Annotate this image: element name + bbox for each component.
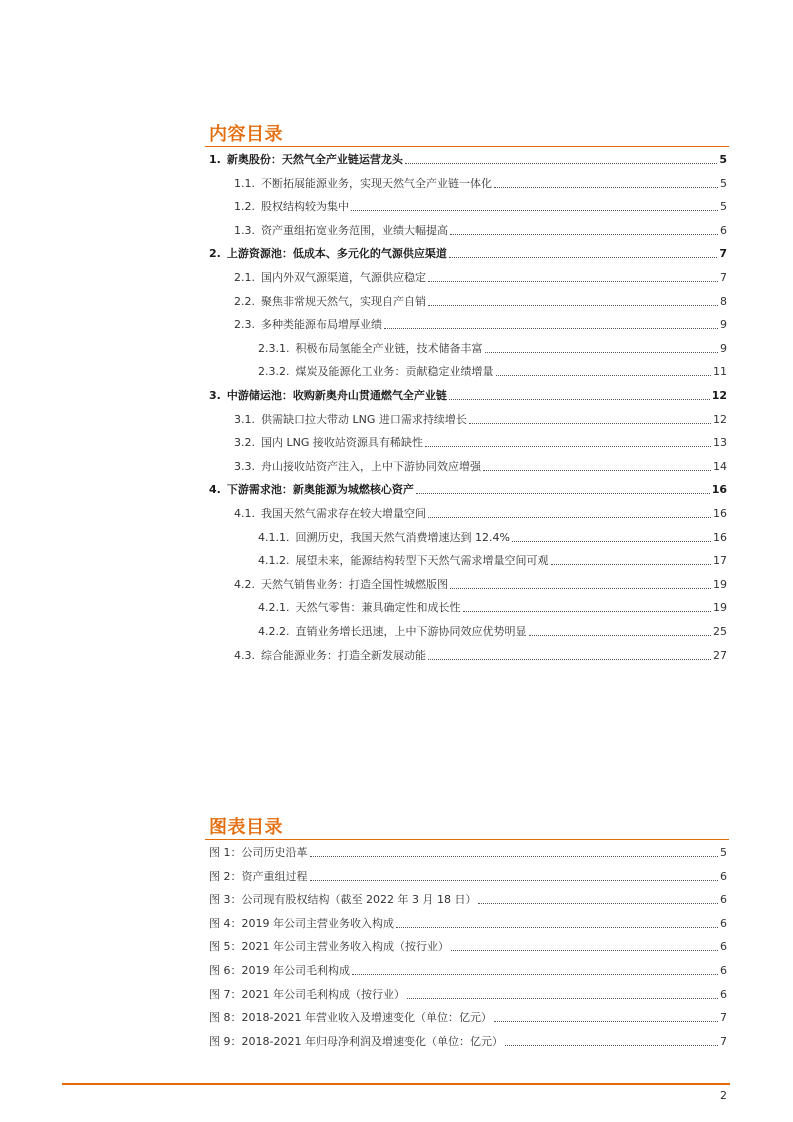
toc-entry-page: 5 xyxy=(720,200,727,214)
toc-entry-label: 供需缺口拉大带动 LNG 进口需求持续增长 xyxy=(261,412,467,426)
toc-entry-number: 4.3. xyxy=(234,648,255,662)
dot-leader xyxy=(496,375,712,376)
toc-entry-number: 4.2. xyxy=(234,577,255,591)
toc-entry-label: 国内 LNG 接收站资源具有稀缺性 xyxy=(261,436,423,450)
toc-entry-text xyxy=(258,365,494,379)
toc-entry-text xyxy=(234,224,448,238)
toc-entry-text xyxy=(234,200,349,214)
figure-entry-page: 6 xyxy=(720,893,727,907)
contents-title-rule xyxy=(205,146,729,147)
figure-entry-label: 图 7：2021 年公司毛利构成（按行业） xyxy=(209,987,405,1001)
dot-leader xyxy=(505,1045,718,1046)
figures-title: 图表目录 xyxy=(209,817,283,838)
dot-leader xyxy=(416,493,710,494)
figure-entry[interactable] xyxy=(209,960,727,978)
dot-leader xyxy=(425,446,711,447)
toc-entry-number: 3.2. xyxy=(234,436,255,450)
toc-entry-label: 新奥股份：天然气全产业链运营龙头 xyxy=(226,153,403,166)
toc-entry-page: 12 xyxy=(711,389,727,402)
toc-entry-page: 14 xyxy=(713,459,727,473)
toc-entry-label: 下游需求池：新奥能源为城燃核心资产 xyxy=(226,483,414,497)
toc-entry-text xyxy=(234,271,426,285)
toc-entry-number: 2.3.1. xyxy=(258,341,290,355)
toc-entry-level2[interactable] xyxy=(234,196,727,214)
figure-entry-page: 6 xyxy=(720,987,727,1001)
toc-entry-text xyxy=(258,531,510,545)
figure-entry[interactable] xyxy=(209,1007,727,1025)
toc-entry-text xyxy=(258,342,483,356)
figure-entry-label: 图 8：2018-2021 年营业收入及增速变化（单位：亿元） xyxy=(209,1011,492,1025)
dot-leader xyxy=(428,305,718,306)
toc-entry-page: 9 xyxy=(720,318,727,332)
figure-entry-label: 图 4：2019 年公司主营业务收入构成 xyxy=(209,916,394,930)
dot-leader xyxy=(463,611,712,612)
toc-entry-label: 聚焦非常规天然气，实现自产自销 xyxy=(261,294,426,308)
toc-entry-page: 16 xyxy=(713,507,727,520)
figure-entry[interactable] xyxy=(209,866,727,884)
toc-entry-level2[interactable] xyxy=(234,173,727,191)
figure-entry-label: 图 2：资产重组过程 xyxy=(209,869,308,883)
toc-entry-label: 回溯历史，我国天然气消费增速达到 12.4% xyxy=(295,530,510,544)
dot-leader xyxy=(483,470,711,471)
toc-entry-text xyxy=(234,295,426,309)
toc-entry-level3[interactable] xyxy=(258,527,727,545)
figure-entry-page: 6 xyxy=(720,940,727,954)
toc-entry-text xyxy=(258,601,461,615)
toc-entry-level1[interactable] xyxy=(209,149,727,167)
figure-entry[interactable] xyxy=(209,913,727,931)
toc-entry-label: 上游资源池：低成本、多元化的气源供应渠道 xyxy=(226,247,447,261)
toc-entry-page: 16 xyxy=(713,530,727,544)
toc-entry-page: 17 xyxy=(713,554,727,568)
toc-entry-page: 5 xyxy=(719,153,727,166)
toc-entry-text xyxy=(234,649,426,663)
toc-entry-label: 煤炭及能源化工业务：贡献稳定业绩增量 xyxy=(295,365,494,379)
figure-entry-page: 6 xyxy=(720,916,727,930)
toc-entry-label: 积极布局氢能全产业链，技术储备丰富 xyxy=(295,341,483,355)
toc-entry-page: 16 xyxy=(711,483,727,497)
footer-rule xyxy=(62,1083,730,1085)
toc-entry-text xyxy=(234,578,448,592)
toc-entry-label: 中游储运池：收购新奥舟山贯通燃气全产业链 xyxy=(226,389,447,402)
toc-entry-number: 2.3.2. xyxy=(258,365,290,379)
figure-entry-label: 图 6：2019 年公司毛利构成 xyxy=(209,964,350,977)
figures-title-rule xyxy=(205,839,729,840)
dot-leader xyxy=(478,903,718,904)
dot-leader xyxy=(451,950,718,951)
figure-entry[interactable] xyxy=(209,984,727,1002)
dot-leader xyxy=(405,163,718,164)
toc-entry-page: 6 xyxy=(720,223,727,237)
toc-entry-text xyxy=(234,436,423,450)
toc-entry-label: 天然气销售业务：打造全国性城燃版图 xyxy=(261,577,448,591)
figure-entry-page: 7 xyxy=(720,1011,727,1025)
toc-entry-level1[interactable] xyxy=(209,479,727,497)
toc-entry-level1[interactable] xyxy=(209,385,727,403)
figure-entry[interactable] xyxy=(209,889,727,907)
toc-entry-number: 1.1. xyxy=(234,176,255,190)
dot-leader xyxy=(469,423,711,424)
dot-leader xyxy=(396,927,718,928)
toc-entry-number: 1.2. xyxy=(234,200,255,214)
toc-entry-text xyxy=(234,177,492,191)
toc-entry-number: 4.1.2. xyxy=(258,554,290,568)
toc-entry-label: 天然气零售：兼具确定性和成长性 xyxy=(295,601,461,615)
dot-leader xyxy=(551,564,712,565)
toc-entry-text xyxy=(258,554,549,568)
toc-entry-number: 4. xyxy=(209,483,221,497)
figure-entry-label: 图 5：2021 年公司主营业务收入构成（按行业） xyxy=(209,940,449,954)
toc-entry-label: 综合能源业务：打造全新发展动能 xyxy=(261,648,426,662)
toc-entry-level2[interactable] xyxy=(234,291,727,309)
toc-entry-level2[interactable] xyxy=(234,409,727,427)
page-number: 2 xyxy=(720,1089,727,1102)
dot-leader xyxy=(494,1021,718,1022)
toc-entry-level3[interactable] xyxy=(258,597,727,615)
toc-entry-number: 3.1. xyxy=(234,412,255,426)
toc-entry-label: 多种类能源布局增厚业绩 xyxy=(261,318,382,332)
toc-entry-text xyxy=(209,247,447,261)
figure-entry-page: 5 xyxy=(720,846,727,859)
toc-entry-page: 7 xyxy=(720,271,727,284)
figure-entry[interactable] xyxy=(209,1031,727,1049)
toc-entry-level3[interactable] xyxy=(258,621,727,639)
toc-entry-level1[interactable] xyxy=(209,243,727,261)
toc-entry-number: 1. xyxy=(209,153,221,166)
dot-leader xyxy=(384,328,718,329)
dot-leader xyxy=(310,880,719,881)
toc-entry-page: 27 xyxy=(713,648,727,662)
toc-entry-level3[interactable] xyxy=(258,338,727,356)
dot-leader xyxy=(428,659,711,660)
dot-leader xyxy=(351,210,718,211)
toc-entry-text xyxy=(234,318,382,332)
toc-entry-level2[interactable] xyxy=(234,645,727,663)
figure-entry-page: 7 xyxy=(720,1034,727,1048)
figure-entry[interactable] xyxy=(209,842,727,860)
toc-entry-number: 4.2.1. xyxy=(258,601,290,615)
toc-entry-page: 9 xyxy=(720,341,727,355)
toc-entry-page: 7 xyxy=(719,247,727,261)
dot-leader xyxy=(450,234,718,235)
toc-entry-level2[interactable] xyxy=(234,574,727,592)
toc-entry-level2[interactable] xyxy=(234,432,727,450)
figure-entry-label: 图 9：2018-2021 年归母净利润及增速变化（单位：亿元） xyxy=(209,1034,503,1048)
toc-entry-number: 4.1. xyxy=(234,507,255,520)
dot-leader xyxy=(450,588,711,589)
toc-entry-text xyxy=(209,389,447,403)
dot-leader xyxy=(310,856,719,857)
toc-entry-number: 2.2. xyxy=(234,294,255,308)
dot-leader xyxy=(428,281,718,282)
toc-entry-page: 8 xyxy=(720,294,727,308)
toc-entry-page: 12 xyxy=(713,412,727,426)
toc-entry-level2[interactable] xyxy=(234,503,727,521)
toc-entry-page: 11 xyxy=(713,365,727,379)
toc-entry-level2[interactable] xyxy=(234,456,727,474)
toc-entry-number: 3.3. xyxy=(234,459,255,473)
figure-entry-page: 6 xyxy=(720,964,727,977)
toc-entry-label: 我国天然气需求存在较大增量空间 xyxy=(261,507,426,520)
contents-title: 内容目录 xyxy=(209,124,283,145)
dot-leader xyxy=(449,257,718,258)
toc-entry-page: 25 xyxy=(713,625,727,638)
figure-entry-page: 6 xyxy=(720,869,727,883)
toc-entry-number: 3. xyxy=(209,389,221,402)
dot-leader xyxy=(449,399,710,400)
dot-leader xyxy=(407,998,718,999)
toc-entry-number: 2. xyxy=(209,247,221,261)
toc-entry-text xyxy=(209,153,403,167)
toc-entry-label: 资产重组拓宽业务范围，业绩大幅提高 xyxy=(261,223,448,237)
toc-entry-text xyxy=(234,413,467,427)
dot-leader xyxy=(512,541,711,542)
toc-entry-number: 4.1.1. xyxy=(258,530,290,544)
toc-entry-text xyxy=(234,507,426,521)
toc-entry-text xyxy=(209,483,414,497)
toc-entry-page: 5 xyxy=(720,176,727,190)
dot-leader xyxy=(494,187,718,188)
toc-entry-number: 4.2.2. xyxy=(258,625,290,638)
figure-entry-label: 图 3：公司现有股权结构（截至 2022 年 3 月 18 日） xyxy=(209,893,477,907)
toc-entry-number: 2.3. xyxy=(234,318,255,332)
toc-entry-label: 不断拓展能源业务，实现天然气全产业链一体化 xyxy=(261,176,492,190)
toc-entry-text xyxy=(234,460,481,474)
toc-entry-label: 舟山接收站资产注入，上中下游协同效应增强 xyxy=(261,459,481,473)
toc-entry-label: 股权结构较为集中 xyxy=(261,200,349,214)
toc-entry-label: 直销业务增长迅速，上中下游协同效应优势明显 xyxy=(295,625,527,638)
figure-entry[interactable] xyxy=(209,936,727,954)
toc-entry-level2[interactable] xyxy=(234,220,727,238)
toc-entry-page: 13 xyxy=(713,436,727,450)
toc-entry-label: 展望未来，能源结构转型下天然气需求增量空间可观 xyxy=(295,554,549,568)
toc-entry-page: 19 xyxy=(713,601,727,615)
dot-leader xyxy=(352,974,718,975)
toc-entry-level3[interactable] xyxy=(258,361,727,379)
toc-entry-text xyxy=(258,625,527,639)
toc-entry-number: 2.1. xyxy=(234,271,255,284)
dot-leader xyxy=(485,352,719,353)
toc-entry-page: 19 xyxy=(713,577,727,591)
toc-entry-number: 1.3. xyxy=(234,223,255,237)
figure-entry-label: 图 1：公司历史沿革 xyxy=(209,846,308,859)
toc-entry-level3[interactable] xyxy=(258,550,727,568)
toc-entry-label: 国内外双气源渠道，气源供应稳定 xyxy=(261,271,426,284)
dot-leader xyxy=(428,517,711,518)
toc-entry-level2[interactable] xyxy=(234,314,727,332)
dot-leader xyxy=(529,635,712,636)
toc-entry-level2[interactable] xyxy=(234,267,727,285)
